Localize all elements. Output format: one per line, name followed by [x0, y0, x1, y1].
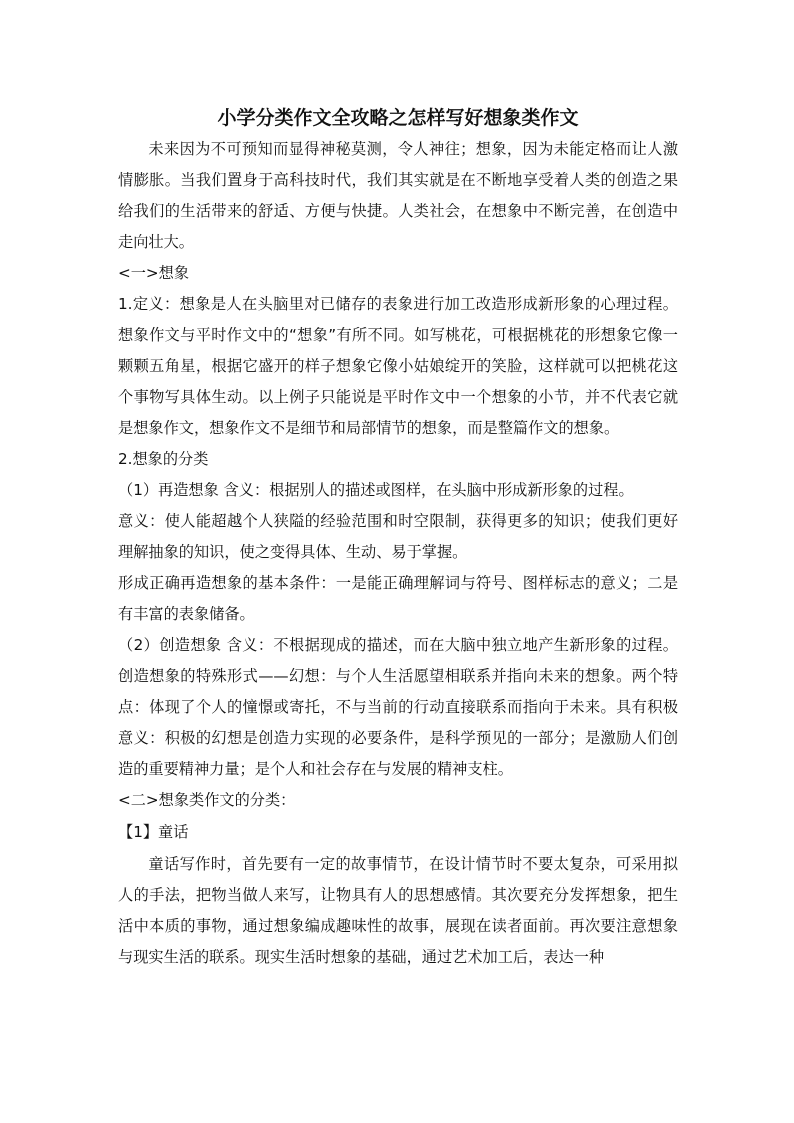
reproductive-meaning-paragraph: 意义：使人能超越个人狭隘的经验范围和时空限制，获得更多的知识；使我们更好理解抽象的知识，使之变得具体、生动、易于掌握。: [118, 512, 678, 561]
classification-heading: 2.想象的分类: [118, 450, 209, 468]
document-page: [118, 104, 678, 973]
fairy-tale-paragraph: 童话写作时，首先要有一定的故事情节，在设计情节时不要太复杂，可采用拟人的手法，把物当做人来写，让物具有人的思想感情。其次要充分发挥想象，把生活中本质的事物，通过想象编成趣味性的故事，展现在读者面前。再次要注意想象与现实生活的联系。现实生活时想象的基础，通过艺术加工后，表达一种: [118, 855, 678, 966]
section-heading-categories: <二>想象类作文的分类：: [118, 791, 296, 809]
reproductive-imagination-paragraph: （1）再造想象 含义：根据别人的描述或图样，在头脑中形成新形象的过程。: [118, 481, 634, 499]
definition-paragraph: 1.定义：想象是人在头脑里对已储存的表象进行加工改造形成新形象的心理过程。想象作文与平时作文中的“想象”有所不同。如写桃花，可根据桃花的形想象它像一颗颗五角星，根据它盛开的样子想象它像小姑娘绽开的笑脸，这样就可以把桃花这个事物写具体生动。以上例子只能说是平时作文中一个想象的小节，并不代表它就是想象作文，想象作文不是细节和局部情节的想象，而是整篇作文的想象。: [118, 295, 678, 437]
intro-paragraph: 未来因为不可预知而显得神秘莫测，令人神往；想象，因为未能定格而让人激情膨胀。当我们置身于高科技时代，我们其实就是在不断地享受着人类的创造之果给我们的生活带来的舒适、方便与快捷。人类社会，在想象中不断完善，在创造中走向壮大。: [118, 140, 678, 251]
document-title: 小学分类作文全攻略之怎样写好想象类作文: [217, 107, 579, 129]
section-heading-imagination: <一>想象: [118, 264, 190, 282]
reproductive-conditions-paragraph: 形成正确再造想象的基本条件：一是能正确理解词与符号、图样标志的意义；二是有丰富的表象储备。: [118, 574, 678, 623]
creative-imagination-paragraph: （2）创造想象 含义：不根据现成的描述，而在大脑中独立地产生新形象的过程。创造想象的特殊形式——幻想：与个人生活愿望相联系并指向未来的想象。两个特点：体现了个人的憧憬或寄托，不与当前的行动直接联系而指向于未来。具有积极意义：积极的幻想是创造力实现的必要条件，是科学预见的一部分；是激励人们创造的重要精神力量；是个人和社会存在与发展的精神支柱。: [118, 636, 678, 778]
fairy-tale-heading: 【1】童话: [118, 823, 189, 841]
